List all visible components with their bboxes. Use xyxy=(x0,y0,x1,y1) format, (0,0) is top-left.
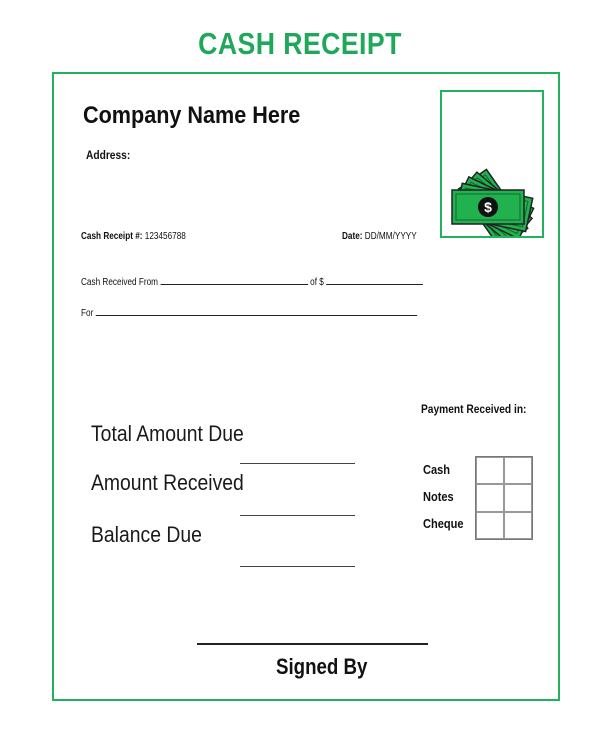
for-row xyxy=(81,305,417,319)
bill-front xyxy=(452,190,524,224)
signature-line[interactable] xyxy=(197,643,428,645)
amount-of-field[interactable] xyxy=(326,274,423,285)
payment-cell[interactable] xyxy=(504,457,532,484)
total-amount-due-label: Total Amount Due xyxy=(91,421,244,446)
total-amount-due-field[interactable] xyxy=(240,463,355,464)
payment-cell[interactable] xyxy=(504,512,532,539)
received-from-label: Cash Received From xyxy=(81,277,159,288)
money-bills-icon xyxy=(442,92,542,236)
balance-due-label: Balance Due xyxy=(91,522,202,547)
receipt-number-value: 123456788 xyxy=(144,231,186,242)
payment-method-notes: Notes xyxy=(423,489,454,504)
payment-method-grid xyxy=(475,456,533,540)
date-row xyxy=(342,231,417,242)
payment-cell[interactable] xyxy=(504,484,532,511)
balance-due-field[interactable] xyxy=(240,566,355,567)
company-name: Company Name Here xyxy=(83,102,301,129)
address-label: Address: xyxy=(86,148,131,162)
payment-cell[interactable] xyxy=(476,484,504,511)
received-from-row xyxy=(81,274,423,288)
receipt-number-label: Cash Receipt #: xyxy=(81,231,143,242)
amount-received-label: Amount Received xyxy=(91,470,244,495)
date-value: DD/MM/YYYY xyxy=(364,231,417,242)
for-label: For xyxy=(81,308,94,319)
received-from-field[interactable] xyxy=(160,274,308,285)
payment-method-cheque: Cheque xyxy=(423,516,464,531)
payment-cell[interactable] xyxy=(476,457,504,484)
amount-of-label: of $ xyxy=(310,277,324,288)
payment-received-title: Payment Received in: xyxy=(421,402,527,416)
signed-by-label: Signed By xyxy=(276,654,368,679)
amount-received-field[interactable] xyxy=(240,515,355,516)
receipt-number-row xyxy=(81,231,186,242)
dollar-symbol: $ xyxy=(484,199,492,215)
logo-box xyxy=(440,90,544,238)
payment-cell[interactable] xyxy=(476,512,504,539)
payment-method-cash: Cash xyxy=(423,462,451,477)
receipt-title: CASH RECEIPT xyxy=(198,26,402,61)
for-field[interactable] xyxy=(96,305,417,316)
date-label: Date: xyxy=(342,231,363,242)
